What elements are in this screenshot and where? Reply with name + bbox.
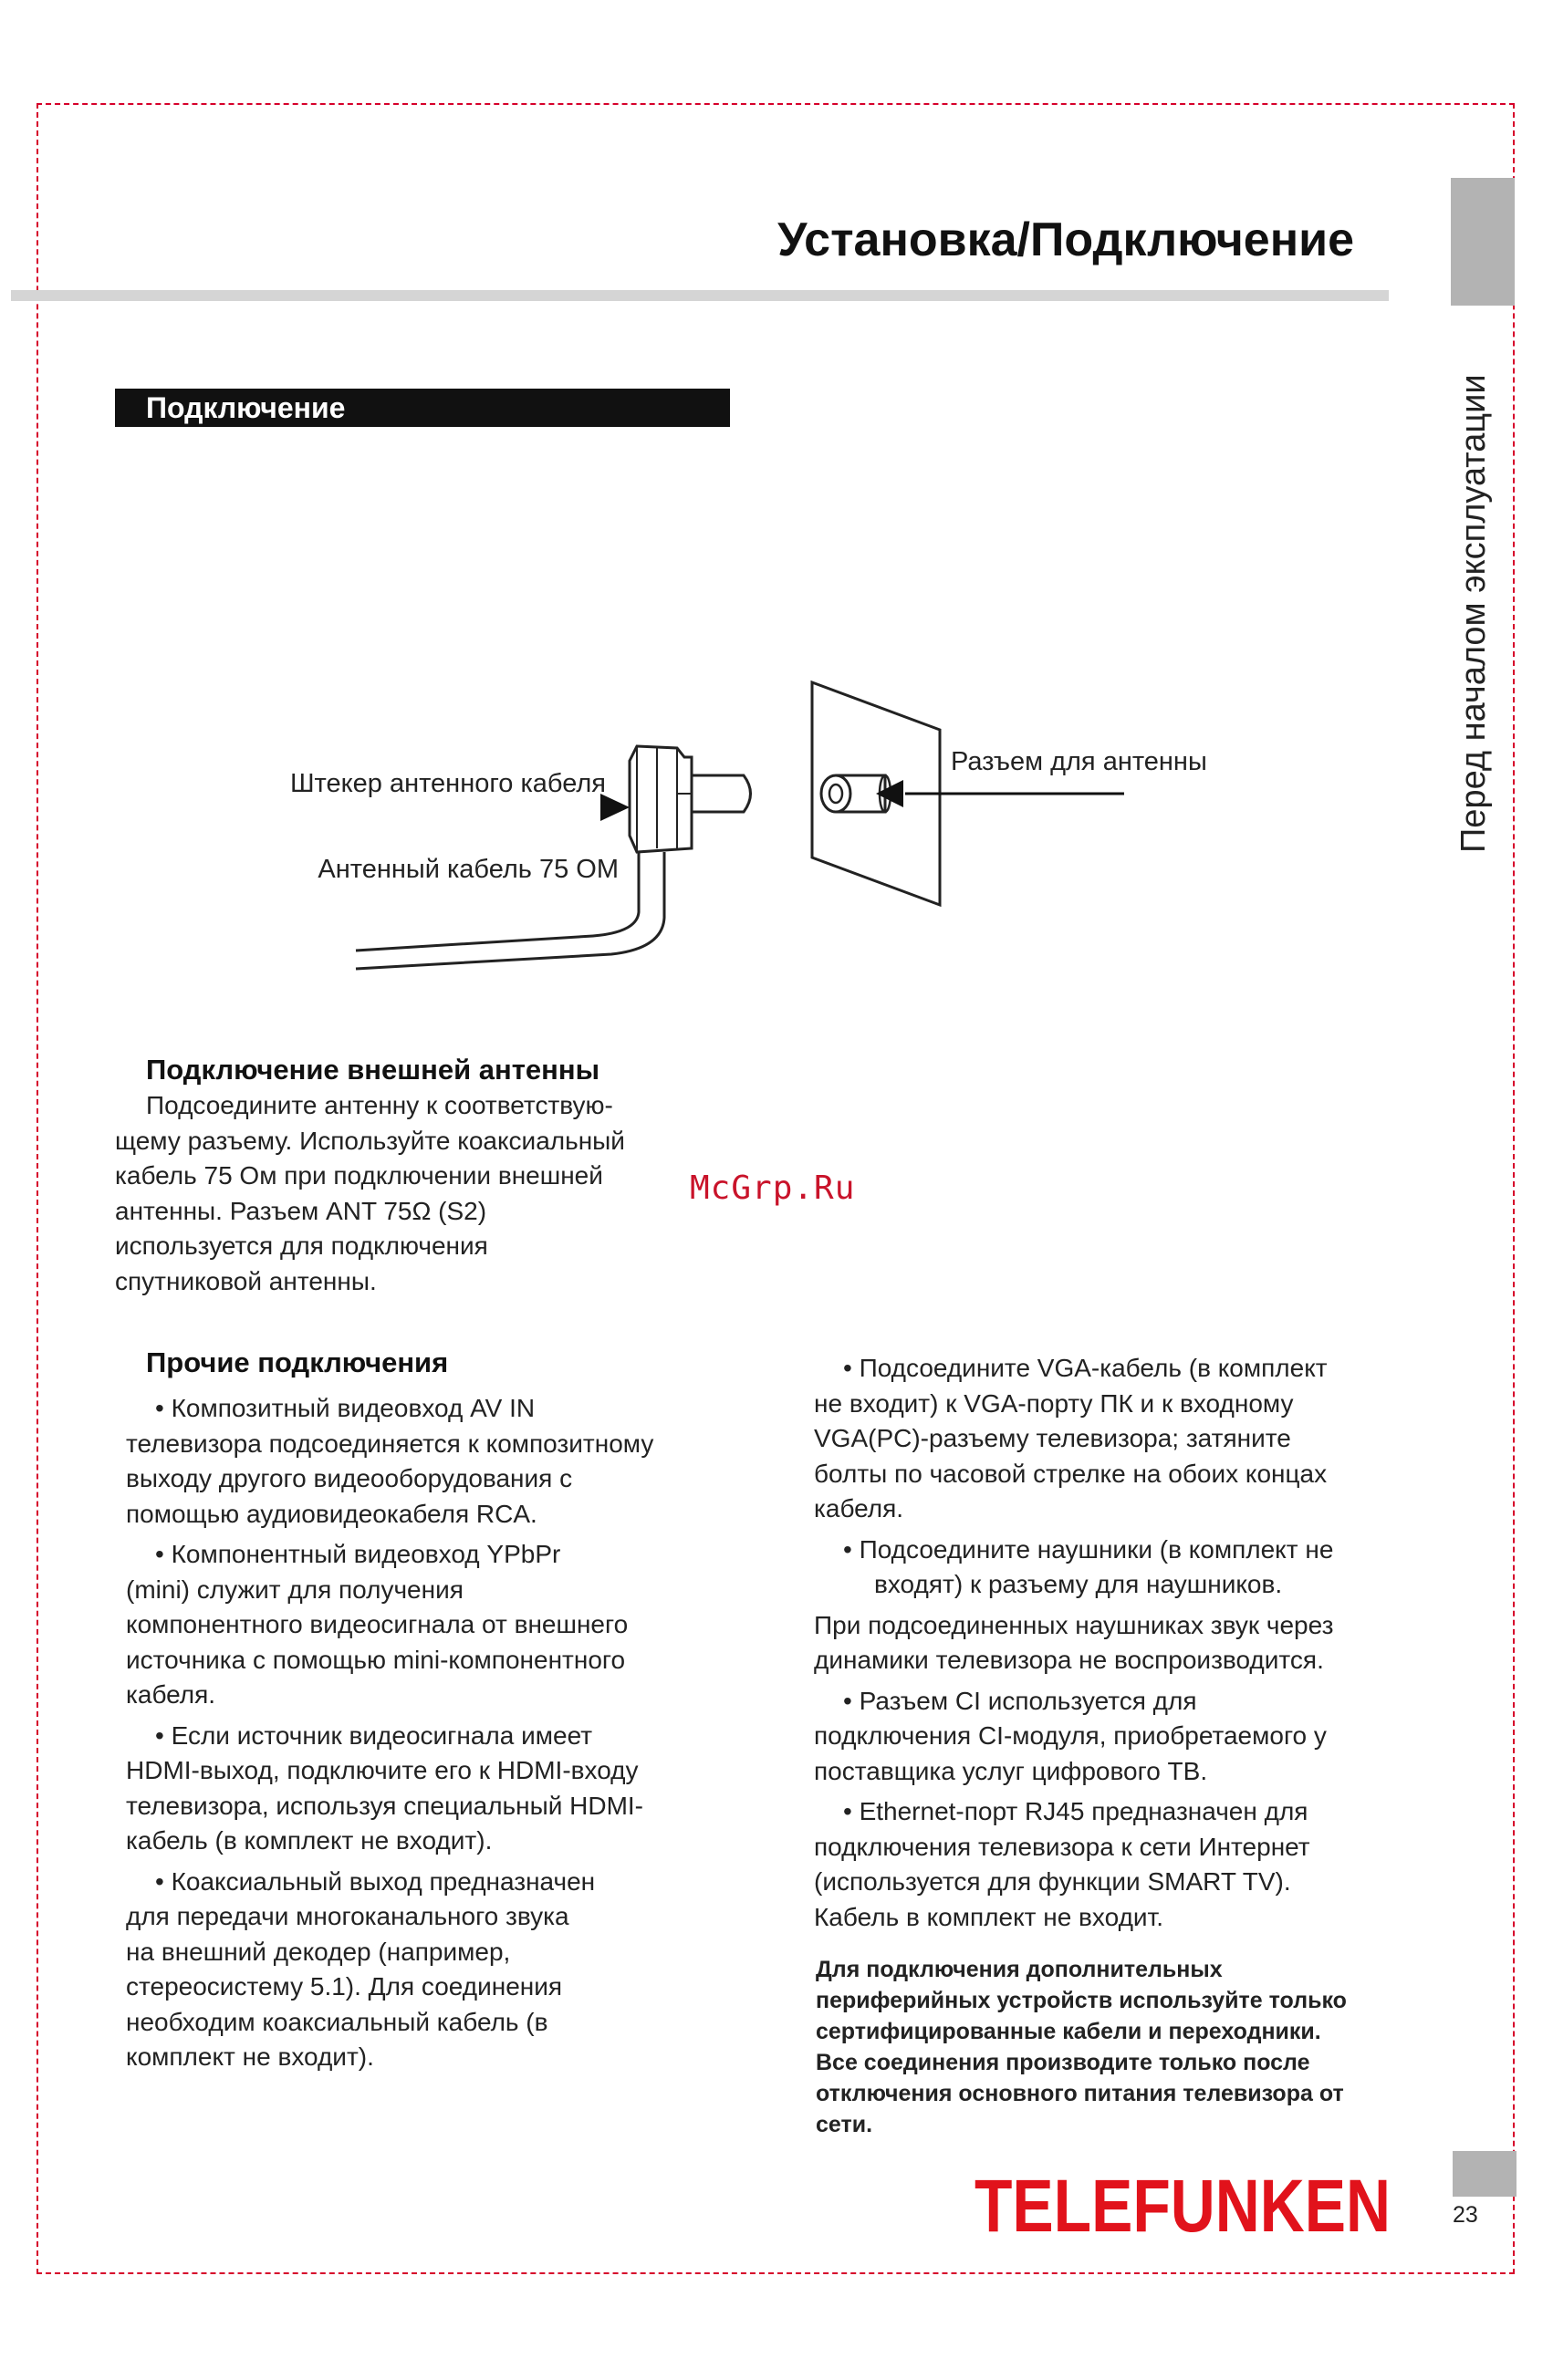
text-line: источника с помощью mini-компонентного [126, 1645, 626, 1674]
text-line: кабеля. [814, 1494, 904, 1523]
text-line: При подсоединенных наушниках звук через [814, 1610, 1334, 1639]
text-line: болты по часовой стрелке на обоих концах [814, 1459, 1328, 1488]
other-connections-heading: Прочие подключения [146, 1346, 449, 1378]
text-line: спутниковой антенны. [115, 1266, 377, 1295]
text-line: сертифицированные кабели и переходники. [816, 2019, 1321, 2044]
paragraph [814, 1608, 1453, 1678]
plug-label: Штекер антенного кабеля [289, 769, 606, 798]
page-tab-marker [1453, 2151, 1517, 2197]
text-line: подключения CI-модуля, приобретаемого у [814, 1721, 1327, 1750]
text-line: помощью аудиовидеокабеля RCA. [126, 1499, 537, 1528]
text-line: телевизора, используя специальный HDMI- [126, 1791, 643, 1820]
text-line: • Ethernet-порт RJ45 предназначен для [843, 1797, 1308, 1825]
section-title-bar: Подключение [115, 389, 730, 427]
cable-label: Антенный кабель 75 ОМ [318, 855, 619, 884]
text-line: VGA(PC)-разъему телевизора; затяните [814, 1424, 1291, 1452]
text-line: Для подключения дополнительных [816, 1957, 1223, 1982]
socket-label: Разъем для антенны [951, 747, 1207, 776]
text-line: динамики телевизора не воспроизводится. [814, 1646, 1324, 1674]
paragraph [126, 1865, 746, 2075]
text-line: • Коаксиальный выход предназначен [155, 1866, 596, 1896]
text-line: кабель 75 Ом при подключении внешней [115, 1161, 603, 1190]
text-line: выходу другого видеооборудования с [126, 1464, 573, 1492]
text-line: необходим коаксиальный кабель (в [126, 2007, 548, 2036]
paragraph [814, 1794, 1453, 1935]
other-left-column [126, 1391, 746, 2075]
text-line: Все соединения производите только после [816, 2050, 1310, 2075]
text-line: • Если источник видеосигнала имеет [155, 1720, 593, 1750]
text-line: для передачи многоканального звука [126, 1902, 569, 1930]
text-line: входят) к разъему для наушников. [874, 1570, 1283, 1598]
text-line: используется для подключения [115, 1232, 488, 1260]
paragraph [814, 1684, 1453, 1790]
text-line: на внешний декодер (например, [126, 1937, 511, 1966]
antenna-plug [630, 746, 751, 852]
important-note [816, 1954, 1454, 2140]
paragraph [126, 1719, 746, 1859]
text-line: • Компонентный видеовход YPbPr [155, 1540, 561, 1568]
text-line: поставщика услуг цифрового ТВ. [814, 1756, 1208, 1785]
text-line: компонентного видеосигнала от внешнего [126, 1610, 629, 1638]
svg-text:TELEFUNKEN: TELEFUNKEN [975, 2167, 1391, 2240]
text-line: кабель (в комплект не входит). [126, 1826, 493, 1855]
text-line: (mini) служит для получения [126, 1575, 464, 1604]
text-line: • Разъем CI используется для [843, 1686, 1197, 1715]
watermark: McGrp.Ru [690, 1169, 856, 1207]
text-line: сети. [816, 2112, 873, 2137]
socket-arrow [876, 780, 1124, 807]
text-line: периферийных устройств используйте только [816, 1988, 1347, 2013]
other-right-column [814, 1351, 1453, 1935]
side-tab-marker [1451, 178, 1515, 306]
paragraph [126, 1537, 746, 1713]
text-line: не входит) к VGA-порту ПК и к входному [814, 1388, 1294, 1418]
text-line: Кабель в комплект не входит. [814, 1902, 1164, 1931]
paragraph [126, 1391, 746, 1532]
text-line: подключения телевизора к сети Интернет [814, 1832, 1310, 1861]
text-line: кабеля. [126, 1680, 216, 1709]
text-line: • Композитный видеовход AV IN [155, 1394, 536, 1422]
title-divider [11, 290, 1389, 301]
text-line: Подсоедините антенну к соответствую- [146, 1091, 613, 1119]
text-line: комплект не входит). [126, 2042, 374, 2071]
text-line: отключения основного питания телевизора от [816, 2081, 1344, 2106]
text-line: стереосистему 5.1). Для соединения [126, 1972, 563, 2001]
page-title: Установка/Подключение [777, 213, 1354, 266]
antenna-connection-diagram [228, 666, 1277, 994]
text-line: (используется для функции SMART TV). [814, 1867, 1291, 1896]
brand-logo [975, 2167, 1394, 2240]
page-number: 23 [1453, 2202, 1478, 2228]
side-section-label: Перед началом эксплуатации [1454, 374, 1493, 853]
text-line: телевизора подсоединяется к композитному [126, 1429, 654, 1458]
paragraph [814, 1533, 1453, 1603]
text-line: щему разъему. Используйте коаксиальный [115, 1126, 625, 1155]
external-antenna-text [115, 1088, 735, 1299]
text-line: антенны. Разъем ANT 75Ω (S2) [115, 1196, 487, 1225]
text-line: • Подсоедините VGA-кабель (в комплект [843, 1354, 1328, 1382]
text-line: • Подсоедините наушники (в комплект не [843, 1534, 1334, 1564]
external-antenna-heading: Подключение внешней антенны [146, 1054, 600, 1086]
paragraph [814, 1351, 1453, 1527]
text-line: HDMI-выход, подключите его к HDMI-входу [126, 1756, 639, 1784]
